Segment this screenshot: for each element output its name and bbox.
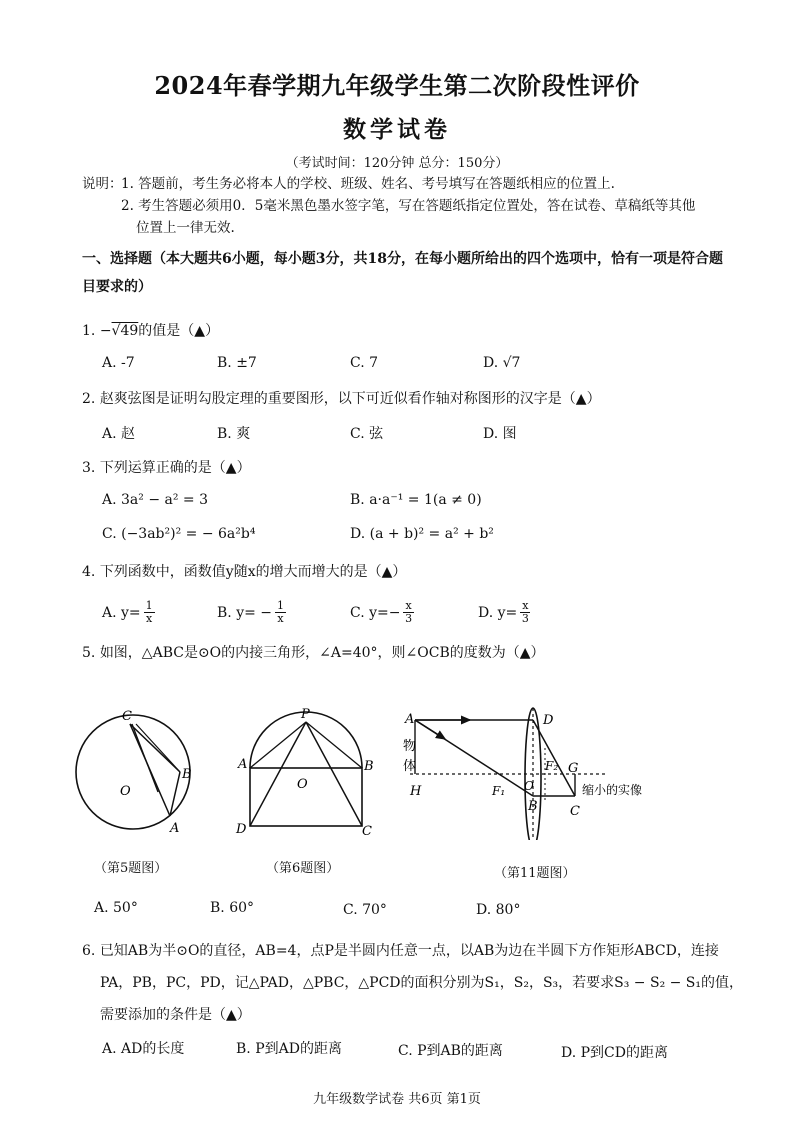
note-item-2-cont: 位置上一律无效. [136,220,235,236]
point-b-label: B [364,759,374,774]
question-3 [82,457,251,477]
question-stem: 赵爽弦图是证明勾股定理的重要图形，以下可近似看作轴对称图形的汉字是（▲） [99,391,601,407]
figure-5-caption: （第5题图） [94,861,168,876]
figure-6-caption: （第6题图） [266,861,340,876]
option-d: D. (a + b)² = a² + b² [350,526,494,542]
question-number: 5. [82,645,96,661]
question-number: 4. [82,564,96,580]
question-stem-line-1: 已知AB为半⊙O的直径，AB=4，点P是半圆内任意一点，以AB为边在半圆下方作矩形ABCD，连接 [99,943,719,959]
option-b: B. P到AD的距离 [236,1041,342,1057]
figure-5-circle [70,700,200,850]
option-a: A. y= $\frac{1}{x}$ [102,599,153,625]
point-h-label: H [410,784,422,799]
point-p-label: P [301,707,310,722]
question-5 [82,642,545,662]
question-stem: 下列运算正确的是（▲） [99,460,251,476]
option-d: D. P到CD的距离 [561,1045,668,1061]
figure-11-lens [400,700,660,840]
section-heading-cont: 目要求的） [82,279,152,295]
option-a: A. 50° [94,900,138,916]
question-6 [82,940,719,960]
point-b-label: B [182,767,192,782]
option-b: B. y= − $\frac{1}{x}$ [217,599,285,625]
point-a-label: A [405,712,415,727]
option-c: C. 弦 [350,426,384,442]
object-label-2: 体 [403,759,417,774]
figure-6-semicircle [228,700,378,845]
question-number: 2. [82,391,96,407]
option-b: B. 爽 [217,426,251,442]
option-d: D. 图 [483,426,517,442]
option-a: A. 赵 [102,426,136,442]
real-image-label: 缩小的实像 [582,783,643,797]
point-c-label: C [122,709,132,724]
option-c: C. 70° [343,902,387,918]
question-number: 3. [82,460,96,476]
question-stem-line-2: PA，PB，PC，PD，记△PAD，△PBC，△PCD的面积分别为S₁，S₂，S₃，若要求S₃ − S₂ − S₁的值， [100,975,744,991]
option-b: B. 60° [210,900,255,916]
question-number: 6. [82,943,96,959]
question-stem-line-3: 需要添加的条件是（▲） [100,1007,251,1023]
question-stem: −√49的值是（▲） [99,323,220,339]
focus-f1-label: F₁ [492,784,506,798]
option-b: B. a·a⁻¹ = 1(a ≠ 0) [350,492,482,508]
point-o-label: O [120,784,131,799]
exam-title: 2024年春学期九年级学生第二次阶段性评价 [154,71,640,100]
point-o-label: O [297,777,308,792]
point-c-label: C [570,804,580,819]
option-d: D. √7 [483,355,521,371]
option-b: B. ±7 [217,355,257,371]
point-d-label: D [236,822,247,837]
option-a: A. -7 [102,355,135,371]
option-c: C. P到AB的距离 [398,1043,503,1059]
point-c-label: C [362,824,372,839]
object-label-1: 物 [403,739,417,754]
option-c: C. y=− $\frac{x}{3}$ [350,599,413,625]
option-d: D. y= $\frac{x}{3}$ [478,599,529,625]
option-d: D. 80° [476,902,521,918]
exam-time-score: （考试时间：120分钟 总分：150分） [285,156,509,171]
question-4 [82,561,406,581]
option-c: C. (−3ab²)² = − 6a²b⁴ [102,526,256,542]
option-a: A. AD的长度 [102,1041,185,1057]
section-heading: 一、选择题（本大题共6小题，每小题3分，共18分，在每小题所给出的四个选项中，恰有一项是符合题 [82,251,723,267]
exam-subtitle: 数学试卷 [343,116,451,143]
question-stem: 下列函数中，函数值y随x的增大而增大的是（▲） [99,564,407,580]
focus-f2-label: F₂ [545,759,559,773]
question-1 [82,320,219,340]
lens-center-o-label: O [524,779,534,793]
point-g-label: G [568,761,579,776]
question-stem: 如图，△ABC是⊙O的内接三角形，∠A=40°，则∠OCB的度数为（▲） [99,645,545,661]
figure-11-caption: （第11题图） [494,866,576,881]
note-item-1: 1. 答题前，考生务必将本人的学校、班级、姓名、考号填写在答题纸相应的位置上. [121,176,615,192]
page-footer: 九年级数学试卷 共6页 第1页 [313,1092,481,1107]
option-a: A. 3a² − a² = 3 [102,492,209,508]
point-b-label: B [528,799,538,814]
point-a-label: A [170,821,180,836]
question-2 [82,388,601,408]
point-d-label: D [543,713,554,728]
notes-label: 说明： [82,176,123,192]
note-item-2: 2. 考生答题必须用0．5毫米黑色墨水签字笔，写在答题纸指定位置处，答在试卷、草稿纸等其他 [121,198,696,214]
question-number: 1. [82,323,96,339]
option-c: C. 7 [350,355,379,371]
point-a-label: A [238,757,248,772]
